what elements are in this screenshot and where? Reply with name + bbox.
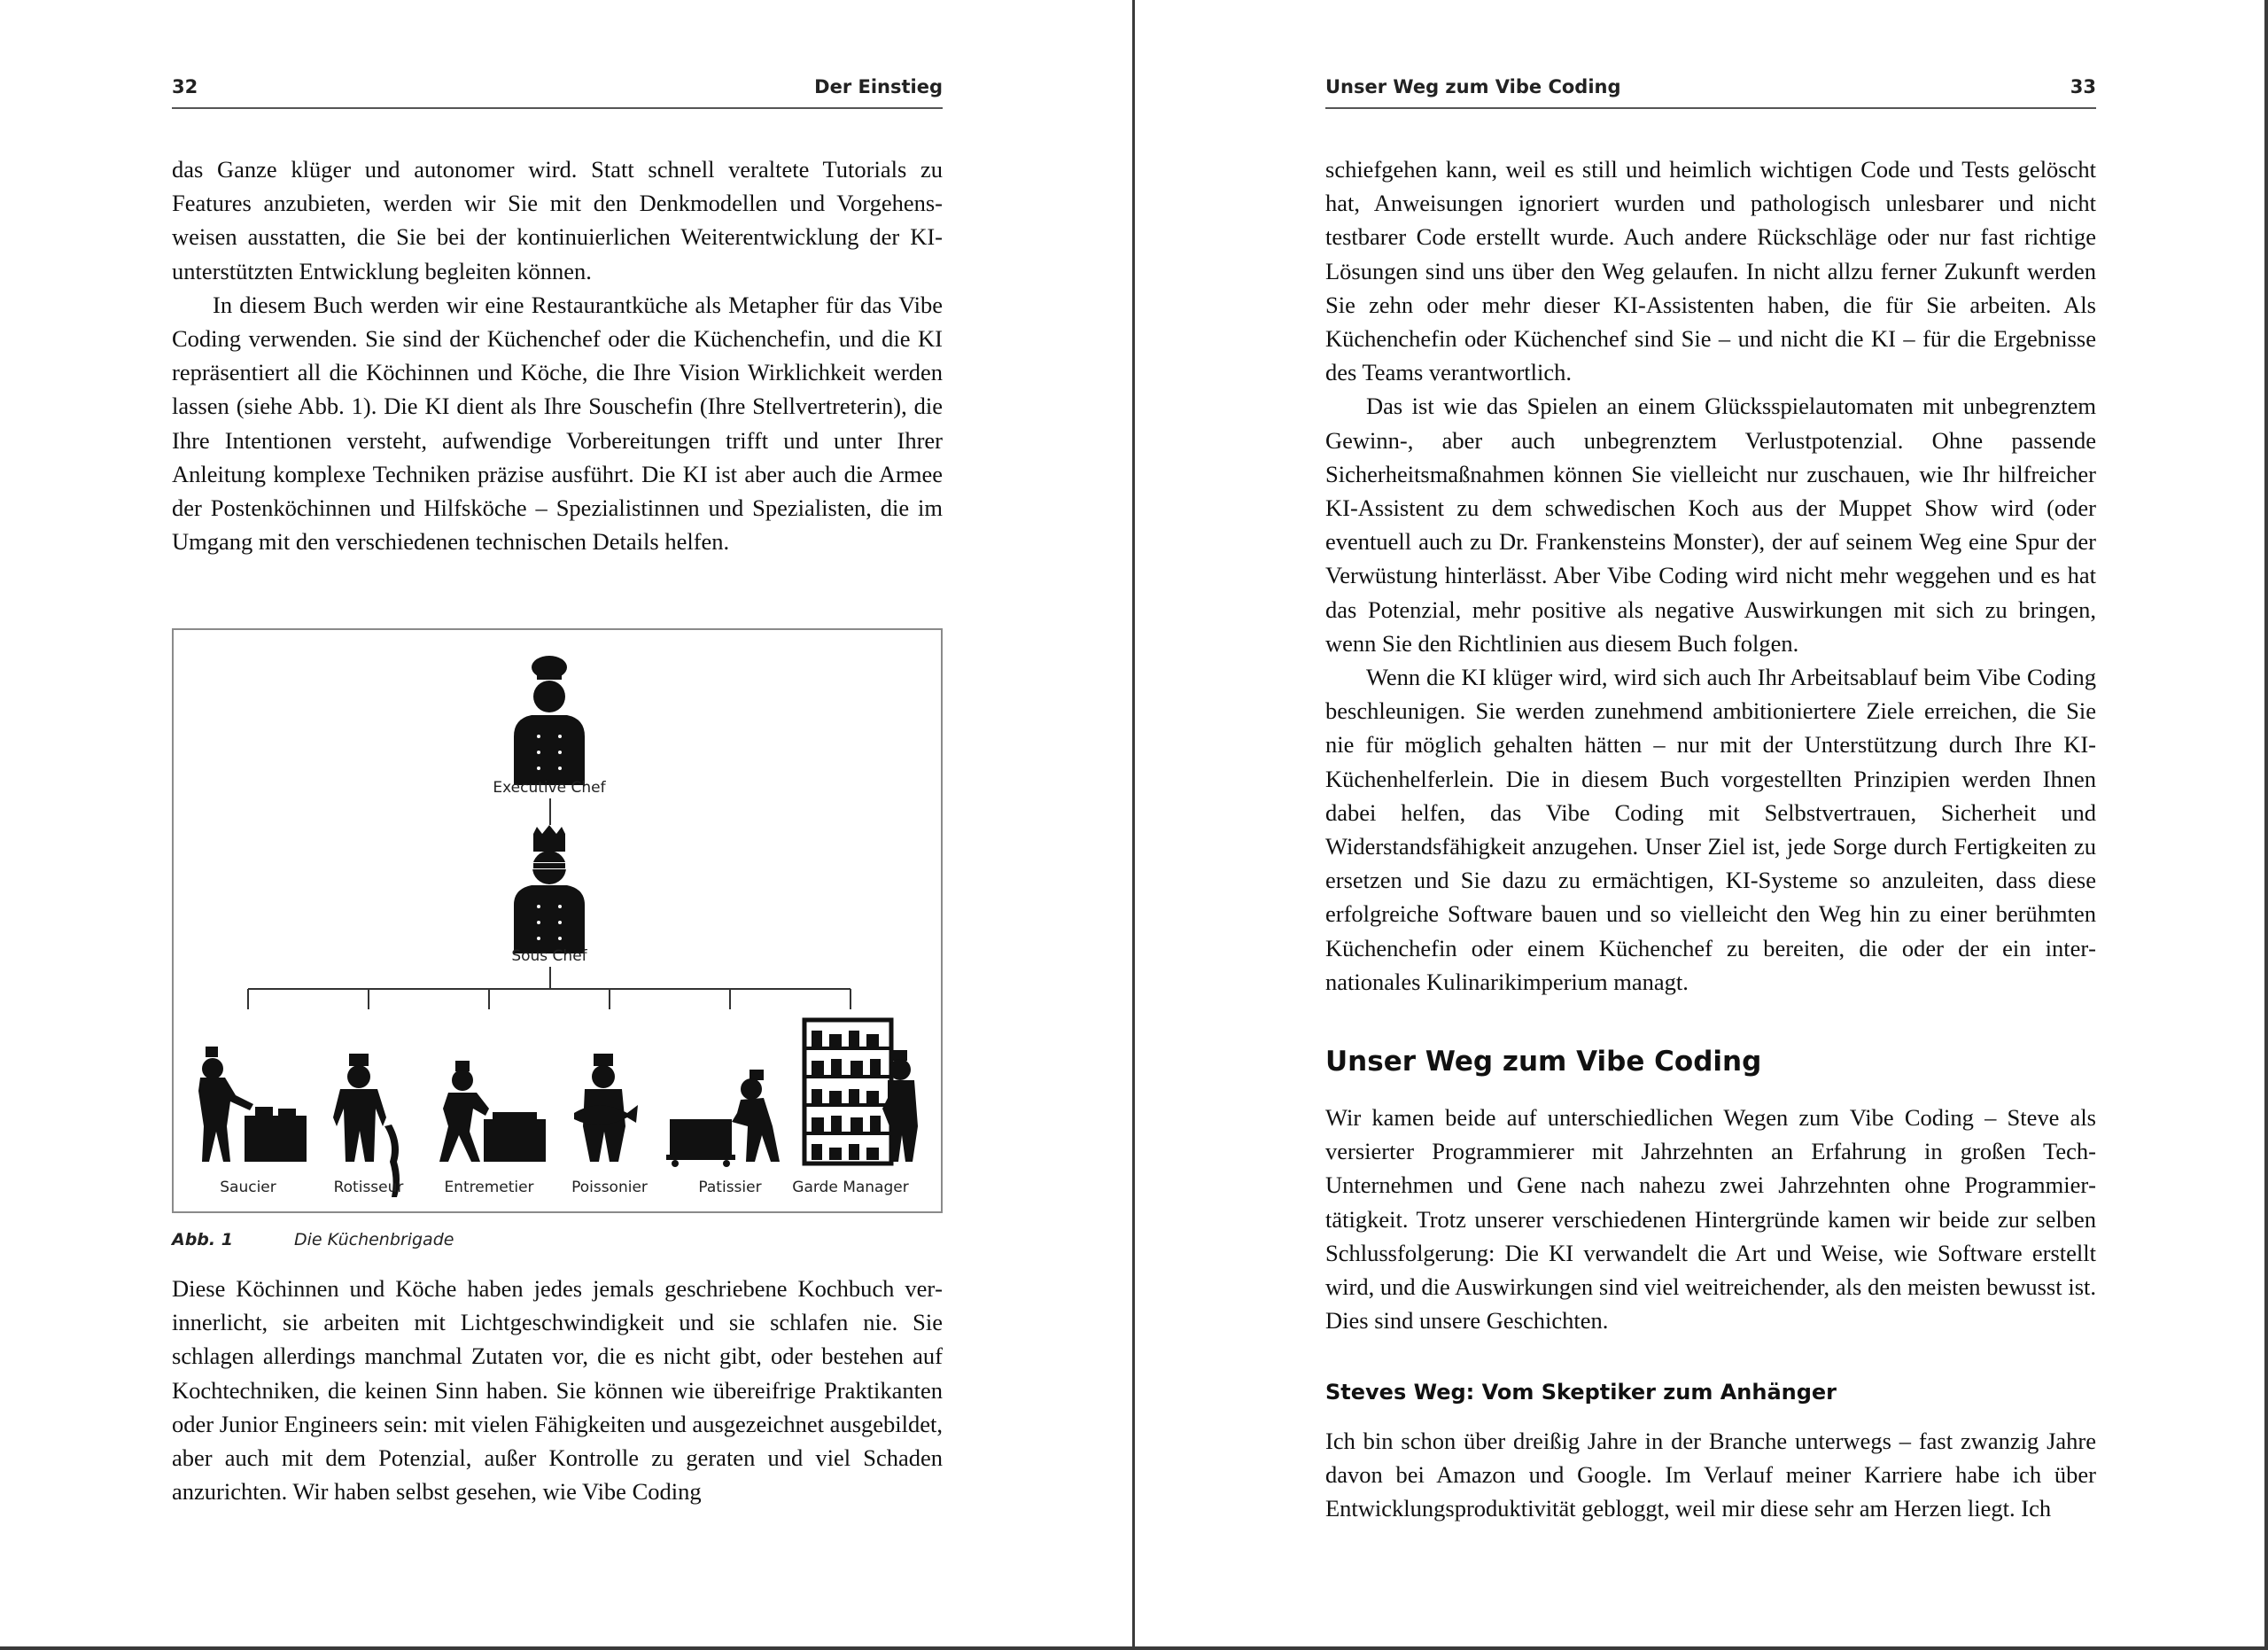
running-header	[1325, 76, 2096, 108]
paragraph: Ich bin schon über dreißig Jahre in der Branche unterwegs – fast zwanzig Jahre davon bei Amazon und Google. Im Verlauf meiner Karriere habe ich über Entwicklungsproduktivität gebloggt, weil mir diese sehr am Herzen liegt. Ich	[1325, 1428, 2096, 1522]
station-label: Entremetier	[444, 1179, 534, 1196]
section-body	[1325, 1101, 2096, 1337]
station-label: Patissier	[698, 1179, 762, 1196]
station-label: Poissonier	[571, 1179, 648, 1196]
brigade-diagram	[174, 630, 941, 1211]
subsection-body	[1325, 1424, 2096, 1526]
paragraph: schiefgehen kann, weil es still und heimlich wichtigen Code und Tests gelöscht hat, Anweisungen ignoriert wurden und pathologisch unlesbarer und nicht testbarer Code erstellt wurde. Auch andere Rückschläge oder nur fast richtige Lösungen sind uns über den Weg gelaufen. In nicht allzu ferner Zukunft werden Sie zehn oder mehr dieser KI-Assistenten haben, die für Sie arbeiten. Als Küchenchefin oder Küchenchef sind Sie – und nicht die KI – für die Ergebnisse des Teams verantwortlich.	[1325, 156, 2096, 386]
station-label: Garde Manager	[792, 1179, 909, 1196]
body-text-bottom	[172, 1272, 943, 1508]
paragraph: Diese Köchinnen und Köche haben jedes jemals geschriebene Kochbuch verinnerlicht, sie arbeiten mit Lichtgeschwindigkeit und sie schlafen nie. Sie schlagen allerdings manchmal Zutaten vor, die es nicht gibt, oder bestehen auf Kochtechniken, die keinen Sinn haben. Sie können wie übereifrige Praktikanten oder Junior Engineers sein: mit vielen Fähigkeiten und ausgezeichnet ausgebildet, aber auch mit dem Potenzial, außer Kontrolle zu geraten und viel Schaden anzurichten. Wir haben selbst gesehen, wie Vibe Coding	[172, 1275, 943, 1506]
caption-number: Abb. 1	[172, 1230, 233, 1249]
page-number: 33	[2070, 76, 2096, 97]
caption-text: Die Küchenbrigade	[294, 1230, 454, 1249]
section-heading: Unser Weg zum Vibe Coding	[1325, 1046, 1762, 1078]
paragraph: In diesem Buch werden wir eine Restaurantküche als Metapher für das Vibe Coding verwenden. Sie sind der Küchenchef oder die Küchenchefin, und die KI repräsentiert all die Köchinnen und Köche, die Ihre Vision Wirklichkeit werden lassen (siehe Abb. 1). Die KI dient als Ihre Souschefin (Ihre Stellvertreterin), die Ihre Intentionen versteht, aufwendige Vorbereitungen trifft und unter Ihrer Anleitung komplexe Techniken präzise ausführt. Die KI ist aber auch die Armee der Postenköchinnen und Hilfsköche – Spezialistinnen und Spezialisten, die im Umgang mit den verschiedenen technischen Details helfen.	[172, 291, 943, 556]
saucier-icon	[198, 1047, 307, 1162]
body-text-top	[172, 152, 943, 558]
entremetier-icon	[439, 1061, 546, 1162]
page-edge-right	[2264, 0, 2268, 1650]
executive-chef-label: Executive Chef	[493, 779, 606, 797]
sous-chef-icon	[514, 825, 585, 953]
rotisseur-icon	[333, 1054, 400, 1197]
body-text-top	[1325, 152, 2096, 999]
paragraph: Wir kamen beide auf unterschiedlichen Wegen zum Vibe Coding – Steve als versierter Programmierer mit Jahrzehnten an Erfahrung in großen Tech-Unternehmen und Gene nach nahezu zwei Jahrzehnten ohne Programmiertätigkeit. Trotz unserer verschiedenen Hintergründe kamen wir beide zur selben Schlussfolgerung: Die KI verwandelt die Art und Weise, wie Software erstellt wird, und die Auswirkungen sind viel weitreichender, als den meisten bewusst ist. Dies sind unsere Geschichten.	[1325, 1104, 2096, 1335]
book-spine	[1132, 0, 1135, 1650]
header-rule	[1325, 107, 2096, 109]
header-rule	[172, 107, 943, 109]
patissier-icon	[666, 1061, 780, 1167]
sous-chef-label: Sous Chef	[511, 947, 587, 965]
running-header	[172, 76, 943, 108]
page-number: 32	[172, 76, 198, 97]
paragraph: Das ist wie das Spielen an einem Glücksspielautomaten mit unbegrenztem Gewinn-, aber auch unbegrenztem Verlustpotenzial. Ohne passende Sicherheitsmaßnahmen können Sie vielleicht nur zuschauen, wie Ihr hilfreicher KI-Assistent zu dem schwedischen Koch aus der Muppet Show wird (oder eventuell auch zu Dr. Frankensteins Monster), der auf seinem Weg eine Spur der Verwüstung hinterlässt. Aber Vibe Coding wird nicht mehr weggehen und es hat das Potenzial, mehr positive als negative Auswirkungen mit sich zu bringen, wenn Sie den Richtlinien aus diesem Buch folgen.	[1325, 393, 2096, 657]
paragraph: das Ganze klüger und autonomer wird. Statt schnell veraltete Tutorials zu Features anzubieten, werden wir Sie mit den Denkmodellen und Vorgehensweisen ausstatten, die Sie bei der kontinuierlichen Weiterentwicklung der KI-unterstützten Entwicklung begleiten können.	[172, 156, 943, 284]
poissonier-icon	[574, 1054, 638, 1162]
running-head-title: Unser Weg zum Vibe Coding	[1325, 76, 1621, 97]
paragraph: Wenn die KI klüger wird, wird sich auch Ihr Arbeitsablauf beim Vibe Coding beschleunigen. Sie werden zunehmend ambitioniertere Ziele erreichen, die Sie nie für möglich gehalten hätten – nur mit der Unterstützung durch Ihre KI-Küchenhelferlein. Die in diesem Buch vorgestellten Prinzipien werden Ihnen dabei helfen, das Vibe Coding mit Selbstvertrauen, Sicherheit und Widerstandsfähigkeit anzugehen. Unser Ziel ist, jede Sorge durch Fertigkeiten zu ersetzen und Sie dazu zu ermächtigen, KI-Systeme so anzuleiten, dass diese erfolgreiche Software bauen und so vielleicht den Weg hin zu einer berühmten Küchenchefin oder einem Küchenchef zu bereiten, die oder der ein internationales Kulinarikimperium managt.	[1325, 664, 2096, 995]
station-label: Rotisseur	[333, 1179, 404, 1196]
garde-manager-icon	[804, 1020, 918, 1164]
subsection-heading: Steves Weg: Vom Skeptiker zum Anhänger	[1325, 1380, 1837, 1405]
station-label: Saucier	[220, 1179, 276, 1196]
executive-chef-icon	[514, 656, 585, 785]
kitchen-brigade-figure	[172, 628, 943, 1213]
left-page	[172, 0, 943, 1650]
right-page	[1325, 0, 2096, 1650]
running-head-title: Der Einstieg	[814, 76, 943, 97]
